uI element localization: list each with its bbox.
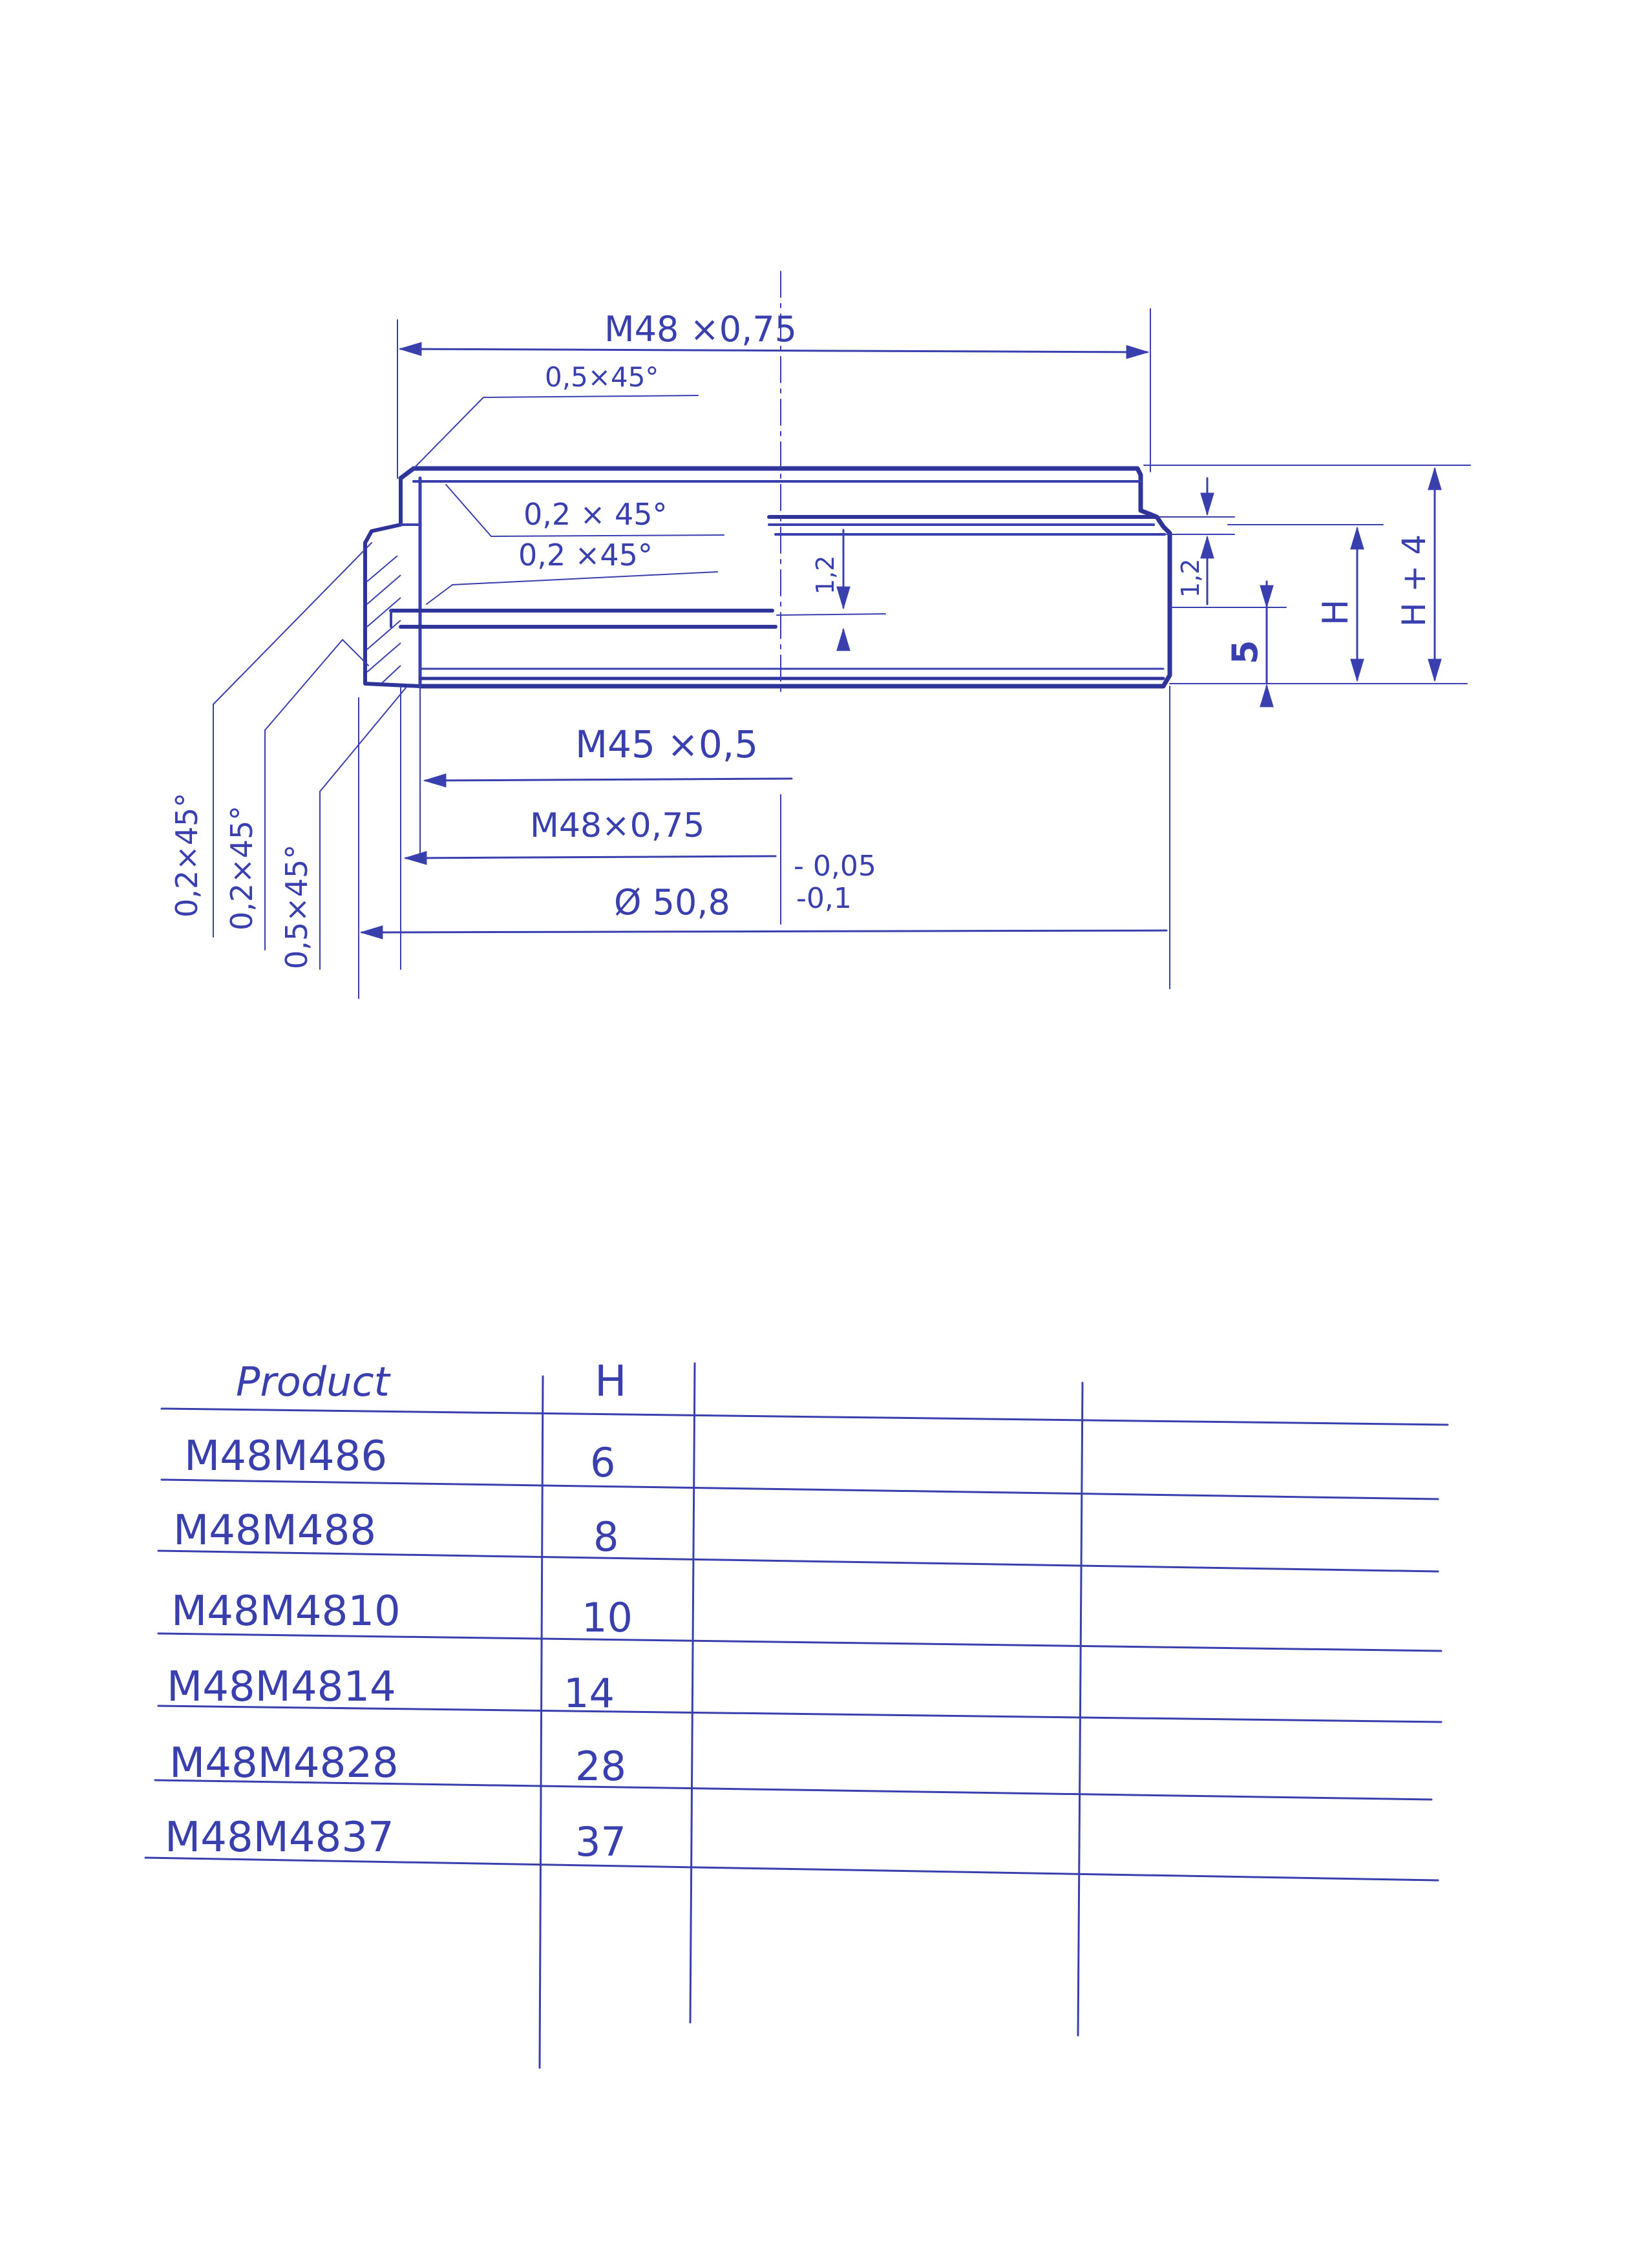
label-dim-H: H xyxy=(1315,599,1356,625)
groove-dimensions xyxy=(777,478,1234,646)
label-groove-left: 1,2 xyxy=(811,555,840,594)
label-tol-upper: - 0,05 xyxy=(794,850,876,883)
table-row-4-product: M48M4814 xyxy=(167,1663,396,1711)
table-header-product: Product xyxy=(236,1358,390,1405)
table-row-6-product: M48M4837 xyxy=(165,1814,394,1862)
table-row-3-h: 10 xyxy=(582,1594,633,1641)
label-chamfer-inner-2: 0,2 ×45° xyxy=(518,538,653,572)
section-hatching xyxy=(367,556,401,684)
table-row-2-h: 8 xyxy=(593,1513,619,1560)
bottom-dimensions xyxy=(362,686,1170,989)
table-row-3-product: M48M4810 xyxy=(171,1588,401,1635)
label-left-chamfer-2: 0,2×45° xyxy=(224,805,259,930)
table-row-4-h: 14 xyxy=(564,1670,615,1717)
label-chamfer-inner-1: 0,2 × 45° xyxy=(523,497,668,532)
product-table xyxy=(145,1356,1448,2068)
label-groove-right: 1,2 xyxy=(1176,558,1205,598)
label-dim-H4: H + 4 xyxy=(1395,534,1433,627)
top-dimensions xyxy=(397,309,1150,604)
label-thread-outer: M48×0,75 xyxy=(530,806,705,845)
label-left-chamfer-1: 0,2×45° xyxy=(169,792,204,918)
table-row-1-product: M48M486 xyxy=(184,1433,388,1480)
label-tol-lower: -0,1 xyxy=(796,882,852,915)
left-chamfer-leaders xyxy=(169,543,407,998)
label-diameter: Ø 50,8 xyxy=(614,882,730,923)
table-row-5-product: M48M4828 xyxy=(169,1739,399,1787)
table-row-2-product: M48M488 xyxy=(173,1507,377,1555)
table-row-5-h: 28 xyxy=(575,1743,626,1790)
table-header-h: H xyxy=(595,1356,627,1406)
label-dim-5: 5 xyxy=(1225,640,1265,664)
table-row-6-h: 37 xyxy=(575,1818,626,1865)
label-chamfer-top: 0,5×45° xyxy=(545,361,659,393)
label-top-thread: M48 ×0,75 xyxy=(604,309,797,350)
table-row-1-h: 6 xyxy=(590,1439,616,1486)
label-thread-inner: M45 ×0,5 xyxy=(575,722,759,766)
label-left-chamfer-3: 0,5×45° xyxy=(279,844,314,969)
